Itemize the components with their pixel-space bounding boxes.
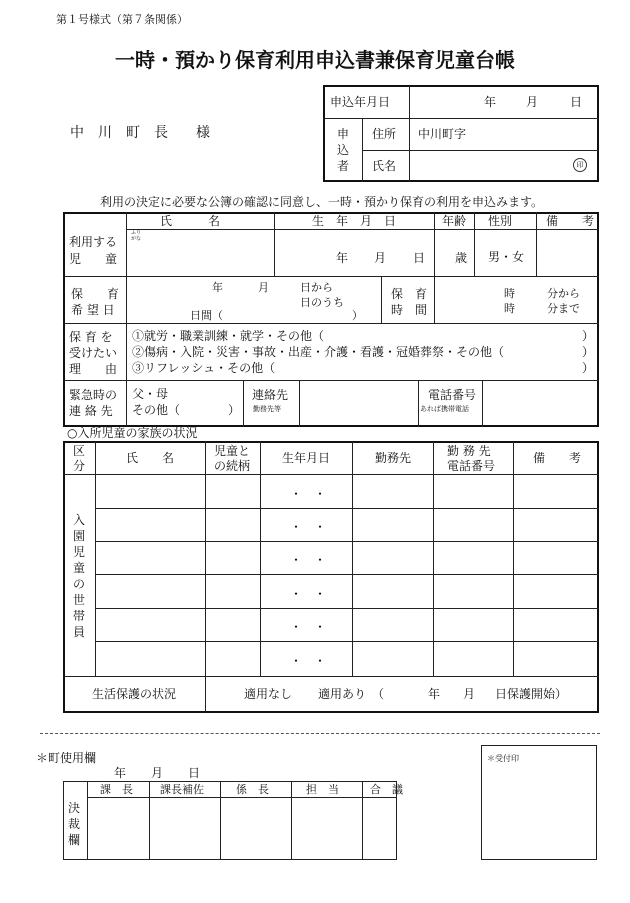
- family-row-4-dots[interactable]: ・ ・: [290, 587, 327, 601]
- desired-label-2: 希 望 日: [71, 303, 115, 317]
- time-min-to: 分まで: [547, 302, 580, 315]
- reason-option-3[interactable]: ③リフレッシュ・その他（: [132, 361, 276, 375]
- birth-month: 月: [374, 251, 387, 265]
- office-year: 年: [114, 766, 127, 780]
- emergency-label-2: 連 絡 先: [69, 404, 113, 418]
- header-birth: 生 年 月 日: [312, 214, 397, 228]
- office-day: 日: [188, 766, 201, 780]
- time-hour-to: 時: [504, 302, 515, 315]
- decision-col-1: 課 長: [100, 783, 133, 796]
- phone-label: 電話番号: [428, 388, 477, 402]
- decision-label-1: 決: [68, 801, 81, 815]
- welfare-start: 日保護開始）: [495, 687, 568, 701]
- decision-col-4: 担 当: [306, 783, 339, 796]
- time-min-from: 分から: [547, 287, 580, 300]
- family-header-work-phone-1: 勤 務 先: [447, 444, 491, 458]
- reason-label-3: 理 由: [69, 362, 118, 376]
- welfare-year: 年: [428, 687, 441, 701]
- seal-mark: 印: [573, 158, 587, 172]
- office-month: 月: [151, 766, 164, 780]
- desired-within: 日のうち: [300, 296, 344, 309]
- family-row-3-dots[interactable]: ・ ・: [290, 553, 327, 567]
- decision-col-2: 課長補佐: [160, 783, 204, 796]
- header-sex: 性別: [488, 214, 513, 228]
- form-number: 第１号様式（第７条関係）: [56, 13, 188, 26]
- reason-label-1: 保 育 を: [69, 330, 113, 344]
- welfare-month: 月: [463, 687, 476, 701]
- contact-label: 連絡先: [252, 388, 289, 402]
- decision-col-5: 合 議: [370, 783, 403, 796]
- receipt-stamp-label: ＊受付印: [487, 754, 519, 763]
- reason-close-1: ）: [582, 329, 595, 343]
- phone-field[interactable]: [486, 384, 596, 422]
- reason-close-3: ）: [582, 361, 595, 375]
- family-header-category-2: 分: [73, 459, 86, 473]
- desired-close-paren: ）: [352, 309, 363, 322]
- time-hour-from: 時: [504, 287, 515, 300]
- welfare-none[interactable]: 適用なし: [244, 687, 293, 701]
- child-row-label-2: 児 童: [69, 252, 118, 266]
- reason-option-2[interactable]: ②傷病・入院・災害・事故・出産・介護・看護・冠婚葬祭・その他（: [132, 345, 505, 359]
- family-side-label: 入園児童の世帯員: [72, 513, 85, 639]
- family-header-relation-2: の続柄: [214, 459, 251, 473]
- dashed-separator: [40, 733, 600, 734]
- decision-label-2: 裁: [68, 817, 81, 831]
- application-date-month: 月: [526, 95, 539, 109]
- desired-year: 年: [212, 281, 223, 294]
- emergency-other[interactable]: その他（ ）: [132, 403, 241, 417]
- header-remarks: 備 考: [546, 214, 595, 228]
- time-label-2: 時 間: [391, 303, 428, 317]
- phone-sub: あれば携帯電話: [420, 405, 469, 413]
- consent-text: 利用の決定に必要な公簿の確認に同意し、一時・預かり保育の利用を申込みます。: [100, 195, 544, 209]
- decision-col-3: 係 長: [236, 783, 269, 796]
- applicant-name-field[interactable]: [418, 154, 568, 176]
- emergency-parent[interactable]: 父・母: [132, 387, 169, 401]
- application-date-year: 年: [484, 95, 497, 109]
- child-name-field[interactable]: [140, 235, 270, 271]
- family-header-relation-1: 児童と: [214, 444, 251, 458]
- birth-year: 年: [336, 251, 349, 265]
- age-unit: 歳: [455, 251, 468, 265]
- child-row-label-1: 利用する: [69, 235, 118, 249]
- family-row-6-dots[interactable]: ・ ・: [290, 654, 327, 668]
- emergency-label-1: 緊急時の: [69, 388, 118, 402]
- family-row-2-dots[interactable]: ・ ・: [290, 520, 327, 534]
- family-header-birth: 生年月日: [282, 451, 331, 465]
- family-header-name: 氏 名: [126, 451, 175, 465]
- applicant-label-1: 申: [337, 127, 350, 141]
- application-date-label: 申込年月日: [330, 95, 391, 109]
- furigana-label-2: がな: [131, 236, 142, 242]
- sex-choice[interactable]: 男・女: [488, 250, 525, 264]
- page-title: 一時・預かり保育利用申込書兼保育児童台帳: [115, 48, 515, 72]
- applicant-label-3: 者: [337, 159, 350, 173]
- application-date-day: 日: [570, 95, 583, 109]
- reason-label-2: 受けたい: [69, 346, 118, 360]
- header-age: 年齢: [442, 214, 467, 228]
- desired-days: 日間（: [190, 309, 223, 322]
- family-row-1-dots[interactable]: ・ ・: [290, 487, 327, 501]
- family-header-work-phone-2: 電話番号: [447, 459, 496, 473]
- welfare-label: 生活保護の状況: [92, 687, 177, 701]
- desired-month: 月: [258, 281, 269, 294]
- desired-label-1: 保 育: [71, 287, 120, 301]
- header-name: 氏 名: [160, 214, 221, 228]
- family-row-5-dots[interactable]: ・ ・: [290, 620, 327, 634]
- reason-option-1[interactable]: ①就労・職業訓練・就学・その他（: [132, 329, 325, 343]
- decision-label-3: 欄: [68, 833, 81, 847]
- contact-field[interactable]: [302, 384, 414, 422]
- family-header-category-1: 区: [73, 444, 86, 458]
- time-label-1: 保 育: [391, 287, 428, 301]
- office-title: ＊町使用欄: [36, 751, 97, 765]
- desired-from: 日から: [300, 281, 333, 294]
- family-header-work: 勤務先: [375, 451, 412, 465]
- address-label: 住所: [372, 127, 397, 141]
- address-field[interactable]: 中川町字: [418, 127, 467, 141]
- family-header-remarks: 備 考: [533, 451, 582, 465]
- furigana-label-1: ふり: [131, 230, 142, 236]
- reason-close-2: ）: [582, 345, 595, 359]
- addressee: 中 川 町 長 様: [70, 125, 210, 141]
- family-section-title: ○入所児童の家族の状況: [67, 426, 198, 440]
- applicant-label-2: 込: [337, 143, 350, 157]
- welfare-yes[interactable]: 適用あり （: [318, 687, 385, 701]
- name-label: 氏名: [372, 159, 397, 173]
- birth-day: 日: [413, 251, 426, 265]
- contact-sub: 勤務先等: [253, 405, 281, 413]
- family-table: [63, 441, 599, 713]
